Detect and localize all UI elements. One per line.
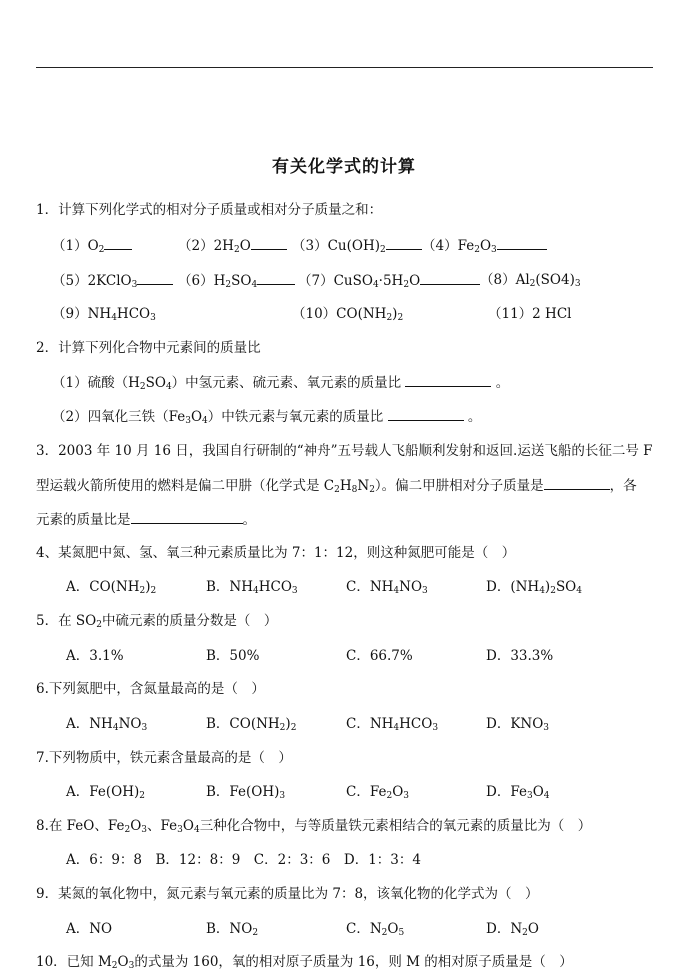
q6-option-d: D．$KNO_3$ (486, 716, 550, 733)
q8-options: A．6：9：8 B．12：8：9 C．2：3：6 D．1：3：4 (66, 852, 421, 868)
q9-option-a: A．NO (66, 921, 113, 937)
q5-option-d: D．33.3% (486, 648, 554, 664)
q8-stem: 8.在 FeO、$Fe_2O_3$、$Fe_3O_4$三种化合物中，与等质量铁元素相结合的氧元素的质量比为（ ） (36, 818, 592, 835)
header-rule (36, 67, 653, 68)
q4-option-c: C．$NH_4NO_3$ (346, 579, 428, 596)
q4-stem: 4、某氮肥中氮、氢、氧三种元素质量比为 7：1：12，则这种氮肥可能是（ ） (36, 545, 516, 561)
q3-line-1: 3．2003 年 10 月 16 日，我国自行研制的“神舟”五号载人飞船顺利发射和返回.运送飞船的长征二号 F (36, 443, 653, 459)
q3-line-2: 型运载火箭所使用的燃料是偏二甲肼（化学式是 $C_2H_8N_2$）。偏二甲肼相对分子质量是 ，各 (36, 475, 637, 496)
q6-option-c: C．$NH_4HCO_3$ (346, 716, 439, 733)
q1-item-3: $(3)Cu(OH)_2$ (292, 235, 422, 256)
q9-option-c: C．$N_2O_5$ (346, 921, 405, 938)
q9-option-d: D．$N_2O$ (486, 921, 539, 938)
q2-part-2: （2）四氧化三铁$(Fe_3O_4)$中铁元素与氧元素的质量比 。 (52, 406, 481, 427)
q2-stem: 2．计算下列化合物中元素间的质量比 (36, 340, 261, 356)
q6-option-a: A．$NH_4NO_3$ (66, 716, 148, 733)
q5-option-c: C．66.7% (346, 648, 413, 664)
q7-option-c: C．$Fe_2O_3$ (346, 784, 409, 801)
q7-option-d: D．$Fe_3O_4$ (486, 784, 550, 801)
q1-item-7: $(7)CuSO_4\cdot 5H_2O$ (298, 270, 480, 291)
q1-item-2: $(2)2H_2O$ (178, 235, 287, 256)
q5-stem: 5．在 $SO_2$中硫元素的质量分数是（ ） (36, 613, 278, 630)
q7-option-a: A．$Fe(OH)_2$ (66, 784, 145, 801)
q7-stem: 7.下列物质中，铁元素含量最高的是（ ） (36, 750, 292, 766)
q4-option-d: D．$(NH_4)_2SO_4$ (486, 579, 582, 596)
q1-item-6: $(6)H_2SO_4$ (178, 270, 295, 291)
q5-option-a: A．3.1% (66, 648, 124, 664)
q6-option-b: B．$CO(NH_2)_2$ (206, 716, 297, 733)
q1-item-9: $(9)NH_4HCO_3$ (52, 306, 156, 323)
q1-stem: 1．计算下列化学式的相对分子质量或相对分子质量之和： (36, 202, 383, 218)
q1-item-1: $(1)O_2$ (52, 235, 132, 256)
q5-option-b: B．50% (206, 648, 260, 664)
q1-item-10: $(10)CO(NH_2)_2$ (292, 306, 404, 323)
q1-item-5: （5）2KClO$_3$ (52, 270, 173, 291)
q9-stem: 9．某氮的氧化物中，氮元素与氧元素的质量比为 7：8，该氧化物的化学式为（ ） (36, 886, 539, 902)
q1-item-11: （11）2 HCl (488, 306, 572, 322)
page-title: 有关化学式的计算 (272, 157, 416, 177)
q3-line-3: 元素的质量比是 。 (36, 509, 256, 530)
q1-item-8: $(8)Al_2(SO4)_3$ (480, 272, 581, 289)
q9-option-b: B．$NO_2$ (206, 921, 259, 938)
q7-option-b: B．$Fe(OH)_3$ (206, 784, 286, 801)
q2-part-1: （1）硫酸$(H_2SO_4)$中氢元素、硫元素、氧元素的质量比 。 (52, 372, 509, 393)
q10-stem: 10．已知 $M_2O_3$的式量为 160，氧的相对原子质量为 16，则 M 的相对原子质量是（ ） (36, 954, 573, 971)
q4-option-b: B．$NH_4HCO_3$ (206, 579, 298, 596)
q4-option-a: A．$CO(NH_2)_2$ (66, 579, 157, 596)
q1-item-4: $(4)Fe_2O_3$ (422, 235, 547, 256)
q6-stem: 6.下列氮肥中，含氮量最高的是（ ） (36, 681, 265, 697)
